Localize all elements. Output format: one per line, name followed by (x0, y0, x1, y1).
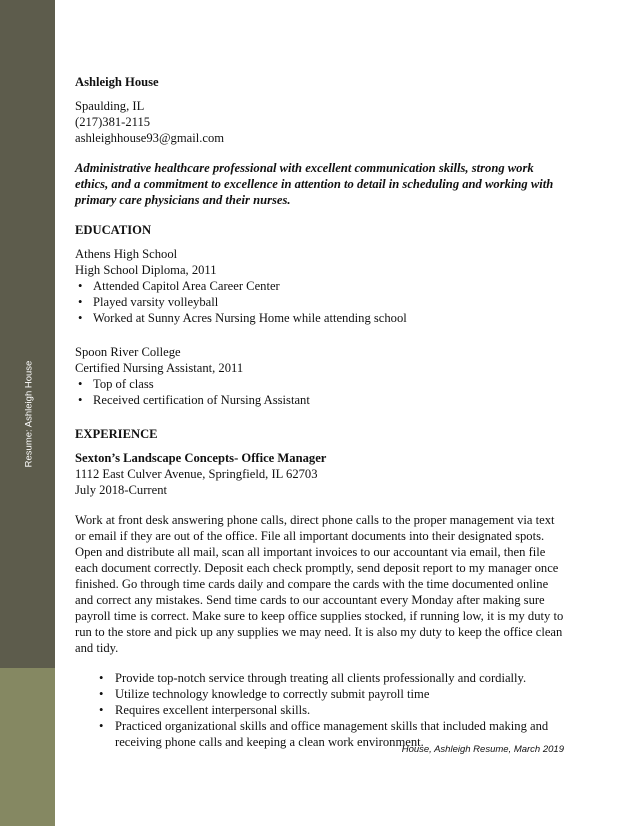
school-bullets (75, 376, 565, 408)
page-footer: House, Ashleigh Resume, March 2019 (401, 744, 564, 755)
applicant-name: Ashleigh House (75, 75, 159, 89)
sidebar-light-panel (0, 668, 55, 826)
sidebar-vertical-label: Resume: Ashleigh House (23, 360, 35, 468)
education-heading: EDUCATION (75, 223, 152, 237)
contact-phone: (217)381-2115 (75, 115, 151, 129)
list-item: • Worked at Sunny Acres Nursing Home while attending school (75, 310, 565, 326)
school-degree: Certified Nursing Assistant, 2011 (75, 361, 244, 375)
job-bullets (75, 670, 565, 750)
list-item: • Practiced organizational skills and office management skills that included making and receiving phone calls and keeping a clean work environment. (75, 718, 565, 750)
resume-content (75, 68, 565, 750)
job-description: Work at front desk answering phone calls, direct phone calls to the proper management via text or email if they are out of the office. File all important documents into their designated spots. Open and distribute all mail, scan all important invoices to our accountant via email, then file each document correctly. Deposit each check promptly, send deposit report to my manager once finished. Go through time cards daily and compare the cards with the time documented online and correct any mistakes. Send time cards to our accountant every Monday after making sure payroll time is correct. Make sure to keep office supplies stocked, if running low, it is my duty to run to the store and pick up any supplies we may need. It is also my duty to keep the office clean and tidy. (75, 513, 564, 655)
school-degree: High School Diploma, 2011 (75, 263, 217, 277)
school-bullets (75, 278, 565, 326)
list-item: • Played varsity volleyball (75, 294, 565, 310)
experience-heading: EXPERIENCE (75, 427, 158, 441)
school-name: Spoon River College (75, 345, 181, 359)
job-dates: July 2018-Current (75, 483, 167, 497)
job-address: 1112 East Culver Avenue, Springfield, IL 62703 (75, 467, 318, 481)
professional-summary: Administrative healthcare professional with excellent communication skills, strong work ethics, and a commitment to excellence in attention to detail in scheduling and working with primary care physicians and their nurses. (75, 161, 554, 207)
list-item: • Provide top-notch service through treating all clients professionally and cordially. (75, 670, 565, 686)
list-item: • Utilize technology knowledge to correctly submit payroll time (75, 686, 565, 702)
list-item: • Top of class (75, 376, 565, 392)
contact-city: Spaulding, IL (75, 99, 145, 113)
school-name: Athens High School (75, 247, 178, 261)
sidebar-dark-panel (0, 0, 55, 668)
list-item: • Received certification of Nursing Assistant (75, 392, 565, 408)
contact-email: ashleighhouse93@gmail.com (75, 131, 225, 145)
list-item: • Attended Capitol Area Career Center (75, 278, 565, 294)
list-item: • Requires excellent interpersonal skills. (75, 702, 565, 718)
job-title: Sexton’s Landscape Concepts- Office Manager (75, 451, 327, 465)
